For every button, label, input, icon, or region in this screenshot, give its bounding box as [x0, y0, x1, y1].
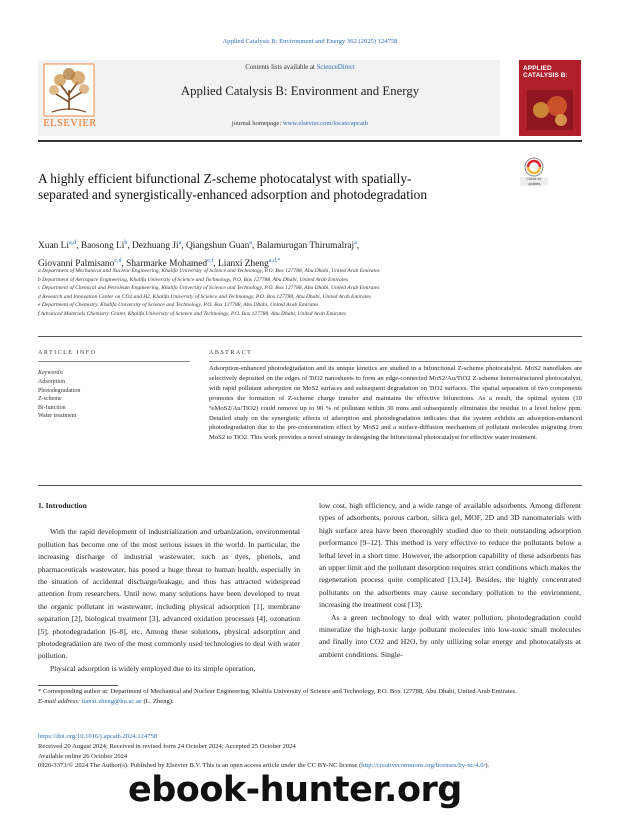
- affiliation-item: f Advanced Materials Chemistry Center, Khalifa University of Science and Technology, P.O. Box 127788, Abu Dhabi, United Arab Emirates: [38, 311, 346, 317]
- keyword-item: Bi-function: [38, 404, 66, 411]
- publication-info: [38, 732, 582, 771]
- author-separator: ,: [356, 241, 360, 252]
- keywords-label: Keywords:: [38, 370, 64, 376]
- email-link[interactable]: lianxi.zheng@ku.ac.ae: [81, 697, 142, 705]
- author-separator: ,: [76, 241, 81, 252]
- author-affiliation-marker[interactable]: b: [124, 240, 128, 246]
- author-affiliation-marker[interactable]: c,d: [114, 258, 122, 265]
- watermark-text: ebook-hunter.org: [128, 770, 462, 810]
- section-rule: [38, 336, 582, 337]
- author-name: Balamurugan Thirumalraj: [256, 241, 355, 252]
- keyword-item: Water treatment: [38, 413, 77, 420]
- journal-cover-thumbnail[interactable]: [519, 60, 581, 136]
- cover-title: APPLIED CATALYSIS B:: [523, 65, 568, 79]
- keyword-item: Z-scheme: [38, 396, 62, 403]
- author-name: Lianxi Zheng: [217, 259, 269, 270]
- footnote-rule: [38, 685, 118, 686]
- author-name: Qiangshun Guan: [186, 241, 250, 252]
- abstract-end-rule: [38, 485, 582, 486]
- license-link[interactable]: http://creativecommons.org/licenses/by-nc/4.0/: [361, 762, 486, 770]
- homepage-link[interactable]: www.elsevier.com/locate/apcatb: [282, 120, 369, 127]
- affiliation-item: e Department of Chemistry, Khalifa University of Science and Technology, P.O. Box 127788, Abu Dhabi, United Arab Emirates: [38, 302, 319, 309]
- author-affiliation-marker[interactable]: a,d,*: [268, 258, 281, 265]
- contents-prefix: Contents lists available at: [245, 64, 317, 71]
- affiliation-item: a Department of Mechanical and Nuclear Engineering, Khalifa University of Science and Technology, P.O. Box 127788, Abu Dhabi, United Arab Emirates: [38, 268, 380, 274]
- badge-label: Check for updates: [526, 177, 542, 186]
- body-paragraph: Physical adsorption is widely employed due to its simple operation,: [50, 663, 256, 673]
- author-separator: ,: [251, 241, 257, 252]
- author-name: Baosong Li: [80, 241, 125, 252]
- author-separator: ,: [213, 259, 218, 270]
- author-separator: ,: [181, 241, 186, 252]
- license-prefix: 0926-3373/© 2024 The Author(s). Published by Elsevier B.V. This is an open access article under the CC BY-NC license (: [38, 762, 362, 770]
- corresponding-footnote: [38, 687, 582, 706]
- available-online: Available online 26 October 2024: [38, 752, 128, 760]
- journal-title: Applied Catalysis B: Environment and Energy: [180, 84, 420, 98]
- email-line: [38, 697, 582, 707]
- affiliation-item: c Department of Chemical and Petroleum Engineering, Khalifa University of Science and Technology, P.O. Box 127788, Abu Dhabi, United Arab Emirates: [38, 285, 380, 292]
- affiliation-item: d Research and Innovation Center on CO2 and H2, Khalifa University of Science and Technology, P.O. Box 127788, Abu Dhabi, United Arab Emirates: [38, 293, 371, 300]
- abstract-text: Adsorption-enhanced photodegradation and its unique kinetics are studied in a bifunctional Z-scheme photocatalyst. MoS2 nanoflakes are selectively deposited on the edges of TiO2 nanosheets to form an edge-connected MoS2/Au/TiO2 Z-scheme heterostructured photocatalyst, with rapid pollutant adsorption on MoS2 surfaces and subsequent degradation on TiO2 surfaces. The spatial separation of two components promotes the formation of Z-scheme charge transfer and maintains the effective bifunctions. As a result, the optimal system (10 %MoS2/Au/TiO2) could remove up to 90 % of pollutant within 30 mins and subsequently eliminates the residue to a level below ppm. Detailed study on the synergistic effects of adsorption and photodegradation indicates that the system exhibits an adsorption-enhanced photodegradation due to the pre-concentration effect by MoS2 and a surface-diffusion mechanism of pollutant molecules migrating from MoS2 to TiO2. This work provides a novel strategy in designing the bifunctional photocatalyst for effective water treatment.: [209, 365, 582, 442]
- author-affiliation-marker[interactable]: e,f: [207, 258, 214, 265]
- header-rule: [38, 140, 582, 142]
- article-info-heading: ARTICLE INFO: [38, 350, 97, 356]
- body-paragraph: With the rapid development of industrialization and urbanization, environmental pollution has become one of the most serious issues in the world. In particular, the increasing discharge of industrial wastewater, such as dyes, phenols, and pharmaceuticals wastewater, has posed a huge threat to human health, especially in the situation of accidental discharge/leakage, and thus has attracted widespread attention from researchers. Until now, many solutions have been developed to treat the organic pollutant in wastewater, including physical adsorption [1], membrane separation [2], biological treatment [3], advanced oxidation processes [4], ozonation [5], photodegradation [6–8], etc. Among these solutions, physical adsorption and photodegradation are two of the most commonly used technologies to deal with water pollution.: [38, 527, 300, 661]
- homepage-prefix: journal homepage:: [231, 120, 283, 127]
- license-suffix: ).: [485, 762, 490, 770]
- author-name: Sharmarke Mohamed: [126, 259, 208, 270]
- keyword-item: Adsorption: [38, 379, 65, 385]
- elsevier-logo[interactable]: [38, 60, 100, 136]
- author-name: Xuan Li: [38, 241, 69, 252]
- publisher-logo-text: ELSEVIER: [43, 118, 97, 129]
- contents-availability: [100, 64, 500, 71]
- sciencedirect-link[interactable]: ScienceDirect: [316, 64, 355, 71]
- email-suffix: (L. Zheng).: [141, 697, 174, 705]
- body-paragraph: low cost, high efficiency, and a wide range of available adsorbents. Among different types of adsorbents, porous carbon, silica gel, MOF, 2D and 3D nanomaterials with high surface area have been thoroughly studied due to their outstanding adsorption performance [9–12]. This method is very effective to reduce the pollutants below a lethal level in a short time. However, the adsorption capability of these adsorbents has an upper limit and the pollutant desorption requires strict conditions which makes the regeneration process quite complicated [13,14]. Besides, the highly concentrated pollutants on the adsorbents may cause secondary pollution to the environment, increasing the treatment cost [13].: [319, 501, 581, 610]
- author-affiliation-marker[interactable]: a: [354, 240, 357, 246]
- check-for-updates-badge[interactable]: [520, 156, 548, 186]
- author-affiliation-marker[interactable]: a,d: [68, 240, 77, 246]
- author-separator: ,: [121, 259, 127, 270]
- body-paragraph: As a green technology to deal with water pollution, photodegradation could mineralize the high-toxic large pollutant molecules into low-toxic small molecules and finally into CO2 and H2O, by only utilizing solar energy and photocatalysts at ambient conditions. Single-: [319, 612, 581, 659]
- body-right-column: [319, 500, 581, 661]
- author-line-1: [38, 236, 578, 254]
- author-affiliation-marker[interactable]: a: [249, 240, 252, 246]
- keyword-item: Photodegradation: [38, 387, 81, 394]
- section-heading: 1. Introduction: [38, 501, 87, 510]
- author-name: Giovanni Palmisano: [38, 259, 115, 270]
- journal-homepage: [100, 120, 500, 127]
- author-separator: ,: [127, 241, 133, 252]
- doi-link[interactable]: https://doi.org/10.1016/j.apcatb.2024.124758: [38, 733, 158, 740]
- journal-reference[interactable]: Applied Catalysis B: Environment and Energy 362 (2025) 124758: [222, 38, 398, 45]
- affiliation-item: b Department of Aerospace Engineering, Khalifa University of Science and Technology, P.O. Box 127788, Abu Dhabi, United Arab Emirates: [38, 276, 348, 283]
- abstract-heading: ABSTRACT: [209, 350, 253, 356]
- cover-art-icon: [527, 90, 573, 130]
- author-name: Dezhuang Ji: [132, 241, 179, 252]
- received-dates: Received 20 August 2024; Received in revised form 24 October 2024; Accepted 25 October 2024: [38, 742, 296, 750]
- author-list: [38, 236, 578, 272]
- corresponding-author-note: * Corresponding author at: Department of Mechanical and Nuclear Engineering, Khalifa University of Science and Technology, P.O. Box 127788, Abu Dhabi, United Arab Emirates.: [38, 688, 517, 695]
- article-title: A highly efficient bifunctional Z-scheme photocatalyst with spatially-separated and synergistically-enhanced adsorption and photodegradation: [38, 171, 428, 202]
- body-left-column: [38, 500, 300, 675]
- author-affiliation-marker[interactable]: a: [178, 240, 182, 246]
- article-info-rule: [38, 361, 190, 362]
- abstract-rule: [209, 361, 582, 362]
- email-label: E-mail address:: [38, 697, 82, 705]
